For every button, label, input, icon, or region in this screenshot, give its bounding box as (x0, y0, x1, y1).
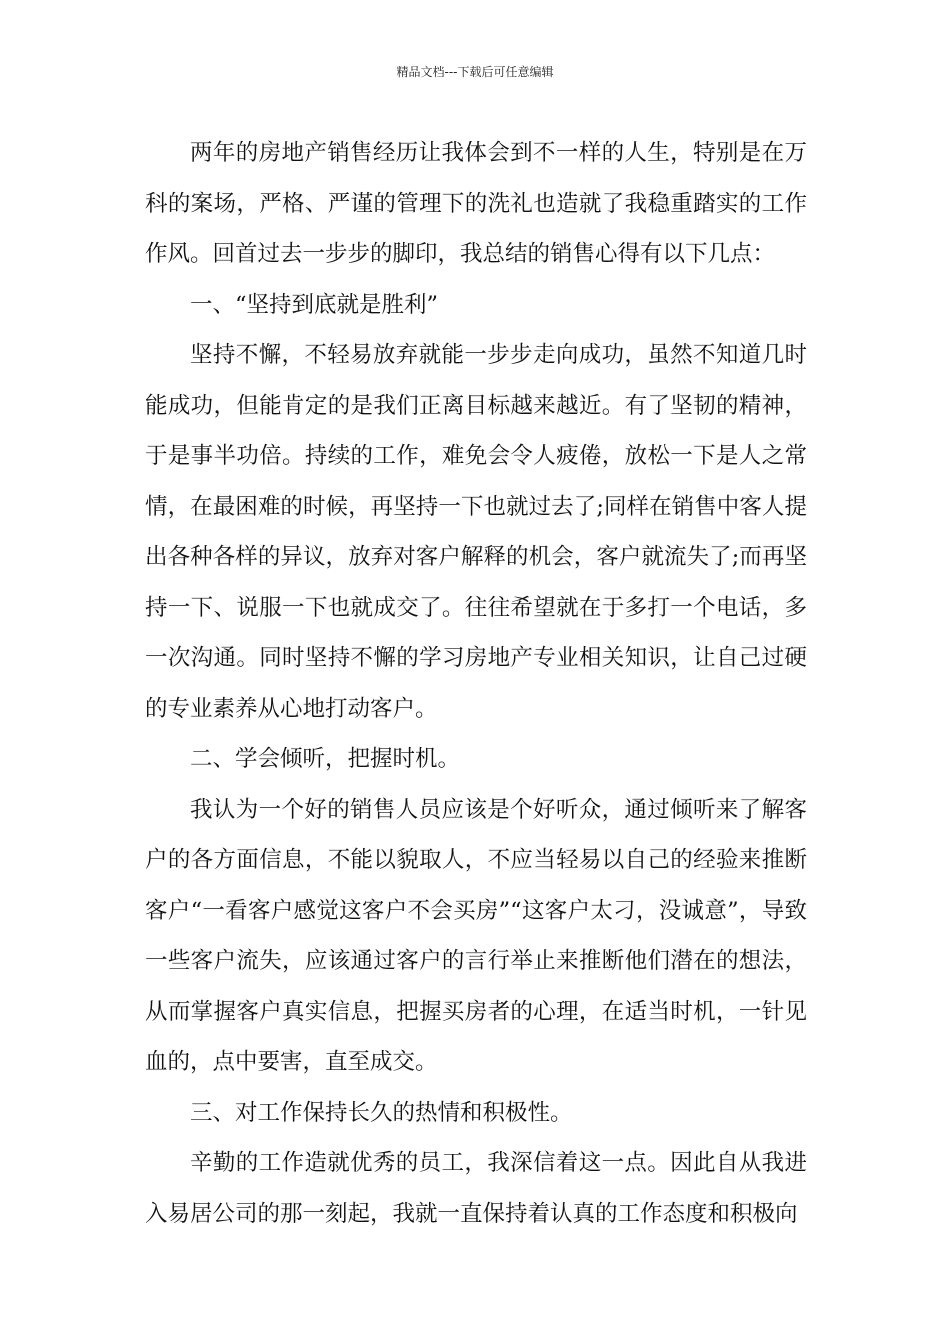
section-heading-1: 一、“坚持到底就是胜利” (190, 291, 439, 318)
paragraph-enthusiasm: 辛勤的工作造就优秀的员工，我深信着这一点。因此自从我进入易居公司的那一刻起，我就一直保持着认真的工作态度和积极向 (145, 1150, 807, 1227)
section-heading-2: 二、学会倾听，把握时机。 (190, 746, 461, 772)
paragraph-listening: 我认为一个好的销售人员应该是个好听众，通过倾听来了解客户的各方面信息，不能以貌取人，不应当轻易以自己的经验来推断客户“一看客户感觉这客户不会买房”“这客户太刁，没诚意”，导致一些客户流失，应该通过客户的言行举止来推断他们潜在的想法，从而掌握客户真实信息，把握买房者的心理，在适当时机，一针见血的，点中要害，直至成交。 (145, 796, 807, 1075)
document-body (145, 128, 807, 1239)
page-header: 精品文档---下载后可任意编辑 (396, 65, 554, 79)
paragraph-intro: 两年的房地产销售经历让我体会到不一样的人生，特别是在万科的案场，严格、严谨的管理下的洗礼也造就了我稳重踏实的工作作风。回首过去一步步的脚印，我总结的销售心得有以下几点： (145, 140, 807, 267)
paragraph-persistence: 坚持不懈，不轻易放弃就能一步步走向成功，虽然不知道几时能成功，但能肯定的是我们正离目标越来越近。有了坚韧的精神，于是事半功倍。持续的工作，难免会令人疲倦，放松一下是人之常情，在最困难的时候，再坚持一下也就过去了;同样在销售中客人提出各种各样的异议，放弃对客户解释的机会，客户就流失了;而再坚持一下、说服一下也就成交了。往往希望就在于多打一个电话，多一次沟通。同时坚持不懈的学习房地产专业相关知识，让自己过硬的专业素养从心地打动客户。 (145, 342, 807, 722)
section-heading-3: 三、对工作保持长久的热情和积极性。 (190, 1099, 573, 1126)
